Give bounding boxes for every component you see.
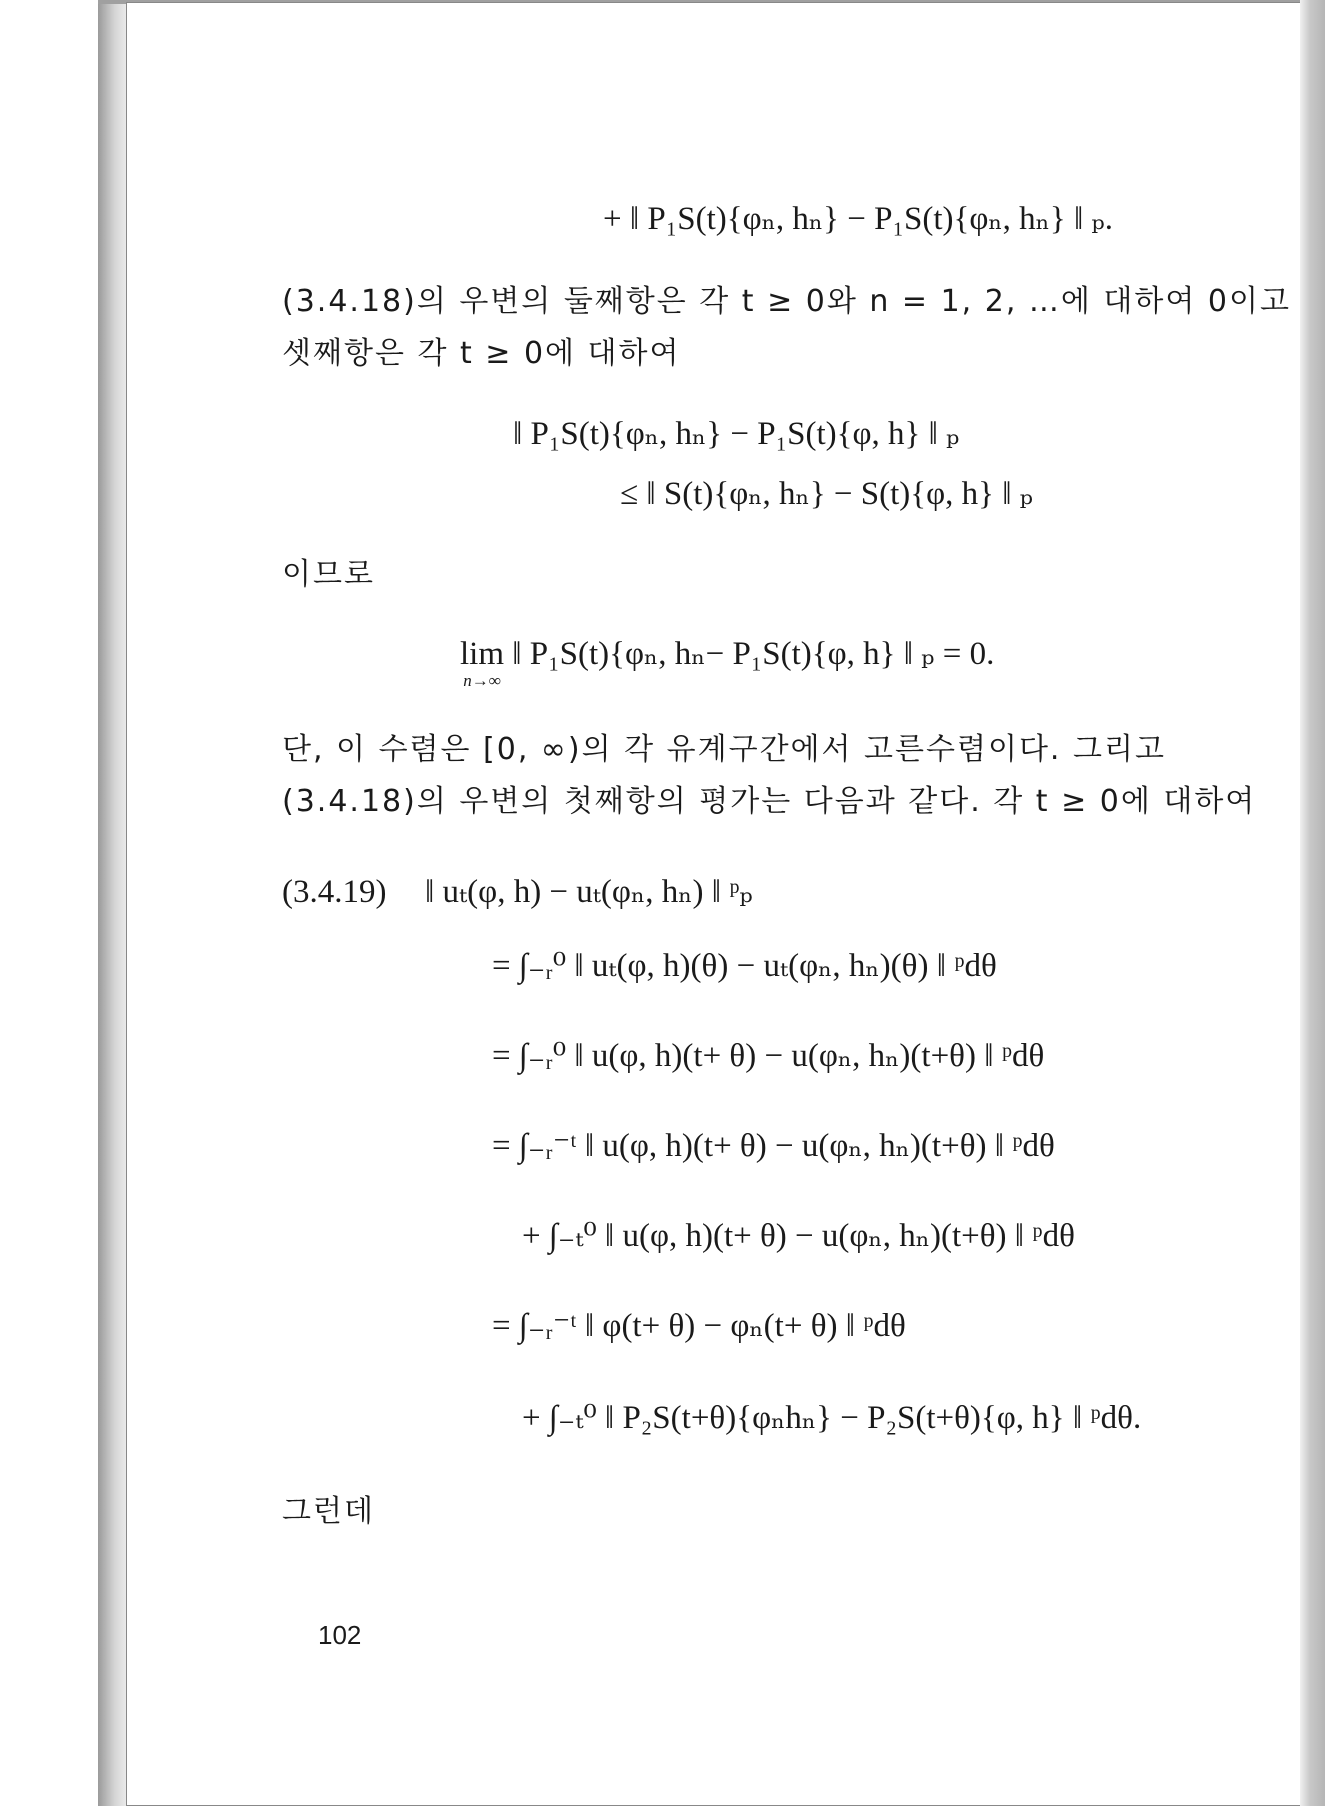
book-spine-edge (98, 0, 128, 1806)
limit-subscript: n→∞ (463, 671, 501, 690)
equation-3-4-19-lhs: ‖ uₜ(φ, h) − uₜ(φₙ, hₙ) ‖ ᵖₚ (425, 874, 753, 910)
limit-expression: ‖ P₁S(t){φₙ, hₙ− P₁S(t){φ, h} ‖ ₚ = 0. (512, 636, 995, 672)
equation-step-5: = ∫₋ᵣ⁻ᵗ ‖ φ(t+ θ) − φₙ(t+ θ) ‖ ᵖdθ (492, 1308, 906, 1344)
equation-line-continuation: + ‖ P₁S(t){φₙ, hₙ} − P₁S(t){φₙ, hₙ} ‖ ₚ. (603, 201, 1113, 237)
equation-label: (3.4.19) (282, 874, 387, 910)
limit-operator (460, 634, 504, 688)
page-number: 102 (318, 1620, 362, 1650)
paragraph-line-4: (3.4.18)의 우변의 첫째항의 평가는 다음과 같다. 각 t ≥ 0에 대하여 (282, 784, 1257, 819)
paragraph-line-1: (3.4.18)의 우변의 둘째항은 각 t ≥ 0와 n = 1, 2, …에 대하여 0이고 (282, 284, 1291, 319)
equation-step-1: = ∫₋ᵣ⁰ ‖ uₜ(φ, h)(θ) − uₜ(φₙ, hₙ)(θ) ‖ ᵖdθ (492, 948, 997, 984)
paragraph-geureonde: 그런데 (282, 1494, 375, 1529)
equation-step-2: = ∫₋ᵣ⁰ ‖ u(φ, h)(t+ θ) − u(φₙ, hₙ)(t+θ) ‖ ᵖdθ (492, 1038, 1045, 1074)
equation-step-6: + ∫₋ₜ⁰ ‖ P₂S(t+θ){φₙhₙ} − P₂S(t+θ){φ, h} ‖ ᵖdθ. (522, 1400, 1142, 1436)
paragraph-line-3: 단, 이 수렴은 [0, ∞)의 각 유계구간에서 고른수렴이다. 그리고 (282, 732, 1166, 767)
equation-inequality-line-1: ‖ P₁S(t){φₙ, hₙ} − P₁S(t){φ, h} ‖ ₚ (513, 416, 960, 452)
paragraph-imuro: 이므로 (282, 557, 375, 592)
equation-inequality-line-2: ≤ ‖ S(t){φₙ, hₙ} − S(t){φ, h} ‖ ₚ (620, 476, 1033, 512)
paragraph-line-2: 셋째항은 각 t ≥ 0에 대하여 (282, 336, 681, 371)
equation-step-3: = ∫₋ᵣ⁻ᵗ ‖ u(φ, h)(t+ θ) − u(φₙ, hₙ)(t+θ) ‖ ᵖdθ (492, 1128, 1055, 1164)
limit-word: lim (460, 636, 505, 672)
equation-step-4: + ∫₋ₜ⁰ ‖ u(φ, h)(t+ θ) − u(φₙ, hₙ)(t+θ) ‖ ᵖdθ (522, 1218, 1075, 1254)
page-right-shadow (1300, 0, 1325, 1806)
equation-limit (460, 634, 994, 688)
